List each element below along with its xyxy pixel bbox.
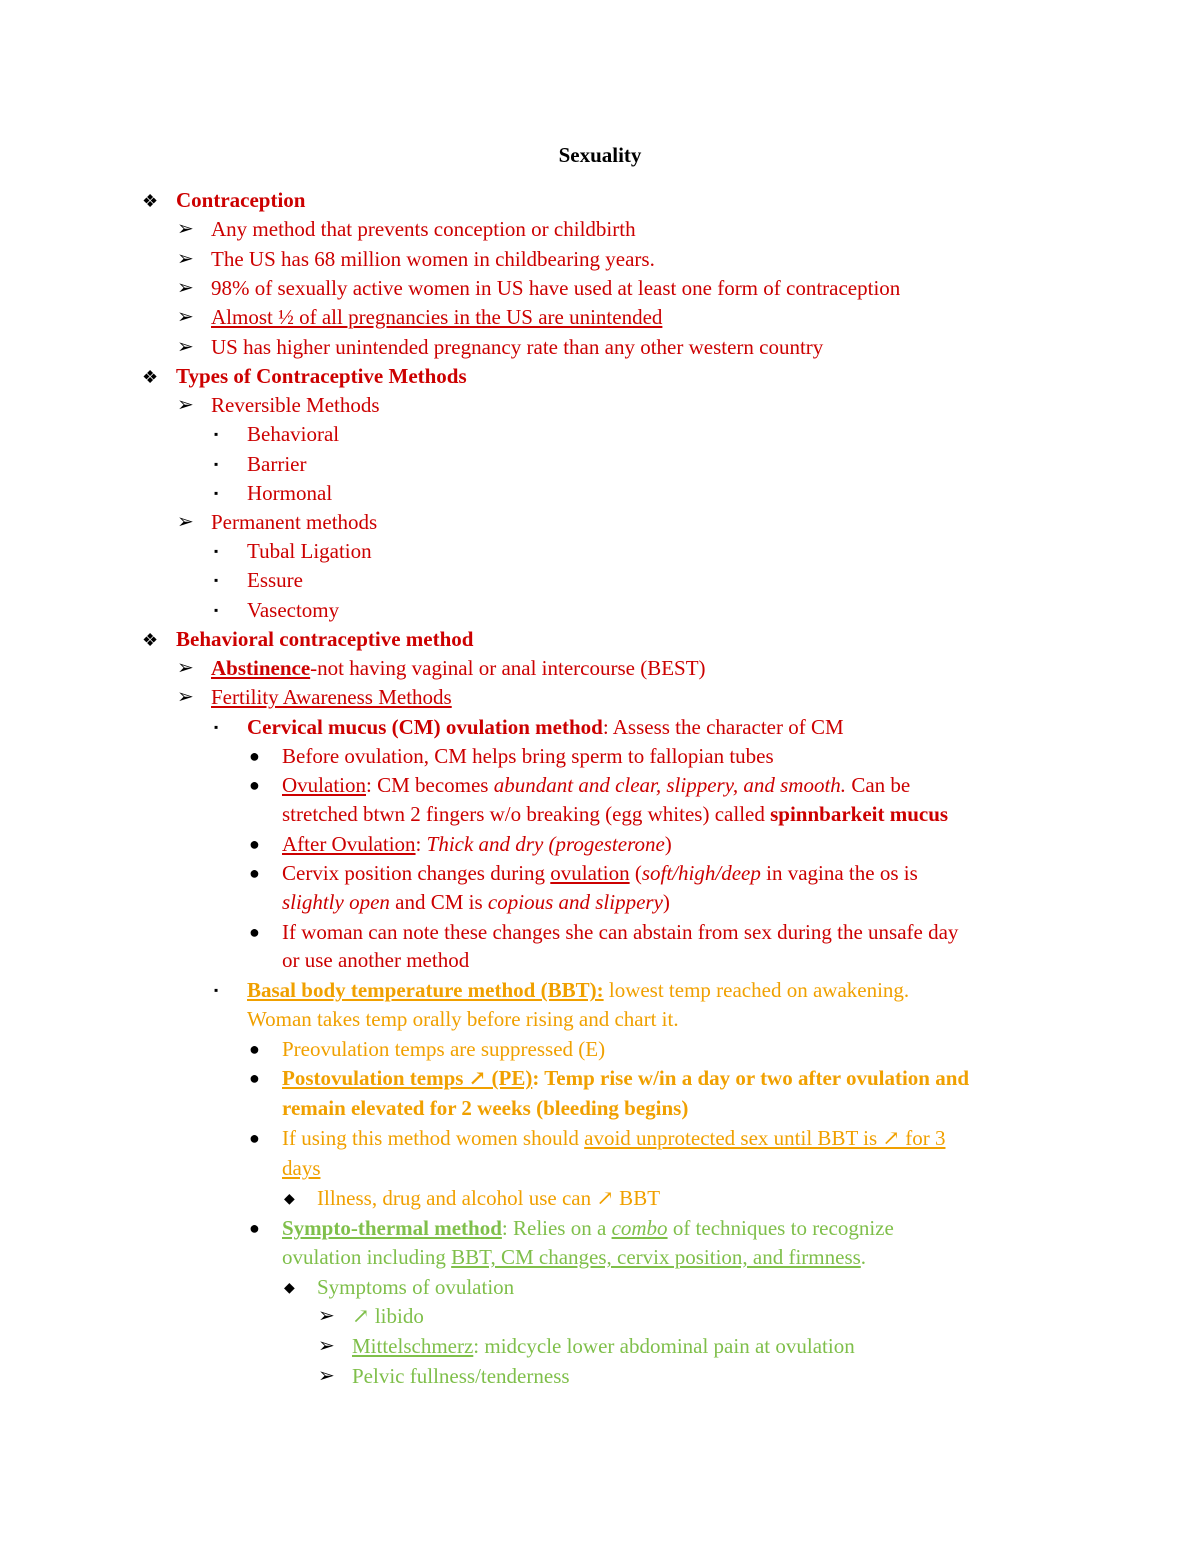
square-bullet-icon: ▪ [214,573,219,587]
list-item: The US has 68 million women in childbearing years. [211,247,655,271]
section-heading-behavioral: Behavioral contraceptive method [176,627,474,651]
list-item: Symptoms of ovulation [317,1275,515,1299]
page-title: Sexuality [558,143,642,167]
dot-bullet-icon: ● [249,1128,260,1148]
arrow-bullet-icon: ➢ [318,1365,335,1387]
text-span: lowest temp reached on awakening. [603,978,910,1002]
diamond-bullet-icon: ❖ [142,367,159,387]
text-span: If using this method women should [282,1126,585,1150]
list-item: Permanent methods [211,510,378,534]
list-item [282,859,918,888]
diamond-bullet-icon: ❖ [142,630,159,650]
text-span: : [415,832,427,856]
term-sympto-thermal: Sympto-thermal method [282,1216,502,1240]
text-span: copious and slippery [487,890,663,914]
list-item [211,654,706,683]
list-item: 98% of sexually active women in US have used at least one form of contraception [211,276,901,300]
square-bullet-icon: ▪ [214,983,219,997]
text-span: soft/high/deep [641,861,761,885]
text-span: : Temp rise w/in a day or two after ovulation and [532,1066,970,1090]
arrow-bullet-icon: ➢ [177,218,194,240]
term-mittelschmerz: Mittelschmerz [352,1334,474,1358]
list-item [282,830,672,859]
text-span: abundant and clear, slippery, and smooth. [493,773,847,797]
square-bullet-icon: ▪ [214,427,219,441]
term-after-ovulation: After Ovulation [282,832,416,856]
list-item: Essure [247,568,303,592]
term-spinnbarkeit: spinnbarkeit mucus [770,802,949,826]
text-span: Can be [846,773,911,797]
list-item [282,1124,945,1153]
text-span: BBT, CM changes, cervix position, and firmness [451,1245,861,1269]
text-span: combo [611,1216,668,1240]
list-item: Pelvic fullness/tenderness [352,1364,570,1388]
small-diamond-bullet-icon: ◆ [284,1281,295,1296]
text-span: : Relies on a [501,1216,612,1240]
arrow-bullet-icon: ➢ [177,277,194,299]
list-item-continuation: Woman takes temp orally before rising and chart it. [247,1007,679,1031]
list-item: Vasectomy [247,598,340,622]
list-item-continuation [282,800,948,829]
dot-bullet-icon: ● [249,922,260,942]
dot-bullet-icon: ● [249,1068,260,1088]
small-diamond-bullet-icon: ◆ [284,1192,295,1207]
list-item: Hormonal [247,481,333,505]
text-span: : CM becomes [366,773,494,797]
dot-bullet-icon: ● [249,1039,260,1059]
list-item-continuation [282,1243,866,1272]
text-span: : midcycle lower abdominal pain at ovulation [473,1334,855,1358]
list-item: Preovulation temps are suppressed (E) [282,1037,606,1061]
list-item-continuation: remain elevated for 2 weeks (bleeding begins) [282,1096,689,1120]
arrow-bullet-icon: ➢ [318,1335,335,1357]
arrow-bullet-icon: ➢ [177,657,194,679]
list-item: Fertility Awareness Methods [211,685,452,709]
square-bullet-icon: ▪ [214,457,219,471]
list-item: Reversible Methods [211,393,380,417]
term-abstinence: Abstinence [211,656,311,680]
text-span: avoid unprotected sex until BBT is ↗ for 3 [584,1126,946,1150]
text-span: ovulation [550,861,630,885]
text-span: . [860,1245,867,1269]
list-item: Any method that prevents conception or childbirth [211,217,636,241]
dot-bullet-icon: ● [249,775,260,795]
list-item: Illness, drug and alcohol use can ↗ BBT [317,1186,661,1210]
list-item-continuation: days [282,1156,321,1180]
arrow-bullet-icon: ➢ [318,1305,335,1327]
term-postovulation: Postovulation temps ↗ (PE) [282,1066,533,1090]
text-span: stretched btwn 2 fingers w/o breaking (egg whites) called [282,802,771,826]
list-item: Before ovulation, CM helps bring sperm to fallopian tubes [282,744,774,768]
list-item [247,713,844,742]
text-span: ) [664,832,672,856]
list-item [282,1064,969,1093]
arrow-bullet-icon: ➢ [177,306,194,328]
dot-bullet-icon: ● [249,1218,260,1238]
arrow-bullet-icon: ➢ [177,336,194,358]
arrow-bullet-icon: ➢ [177,394,194,416]
dot-bullet-icon: ● [249,834,260,854]
list-item: Almost ½ of all pregnancies in the US are unintended [211,305,663,329]
text-span: -not having vaginal or anal intercourse (BEST) [310,656,706,680]
text-span: Thick and dry (progesterone [426,832,665,856]
diamond-bullet-icon: ❖ [142,191,159,211]
list-item [247,976,909,1005]
list-item [282,771,910,800]
arrow-bullet-icon: ➢ [177,511,194,533]
text-span: of techniques to recognize [667,1216,894,1240]
section-heading-types: Types of Contraceptive Methods [176,364,467,388]
square-bullet-icon: ▪ [214,720,219,734]
list-item: US has higher unintended pregnancy rate than any other western country [211,335,824,359]
list-item [282,1214,894,1243]
section-heading-contraception: Contraception [176,188,306,212]
text-span: slightly open [282,890,390,914]
arrow-bullet-icon: ➢ [177,686,194,708]
dot-bullet-icon: ● [249,746,260,766]
list-item: If woman can note these changes she can abstain from sex during the unsafe day [282,920,959,944]
square-bullet-icon: ▪ [214,544,219,558]
text-span: ( [629,861,642,885]
list-item: Tubal Ligation [247,539,372,563]
text-span: in vagina the os is [760,861,918,885]
square-bullet-icon: ▪ [214,603,219,617]
text-span: : Assess the character of CM [602,715,844,739]
term-cervical-mucus: Cervical mucus (CM) ovulation method [247,715,603,739]
list-item: ↗ libido [352,1304,424,1328]
text-span: and CM is [389,890,488,914]
text-span: ovulation including [282,1245,452,1269]
list-item [352,1332,855,1361]
term-bbt: Basal body temperature method (BBT): [247,978,604,1002]
list-item: Barrier [247,452,307,476]
list-item-continuation: or use another method [282,948,470,972]
dot-bullet-icon: ● [249,863,260,883]
square-bullet-icon: ▪ [214,486,219,500]
text-span: ) [662,890,670,914]
text-span: Cervix position changes during [282,861,551,885]
list-item-continuation [282,888,670,917]
term-ovulation: Ovulation [282,773,366,797]
list-item: Behavioral [247,422,340,446]
arrow-bullet-icon: ➢ [177,248,194,270]
